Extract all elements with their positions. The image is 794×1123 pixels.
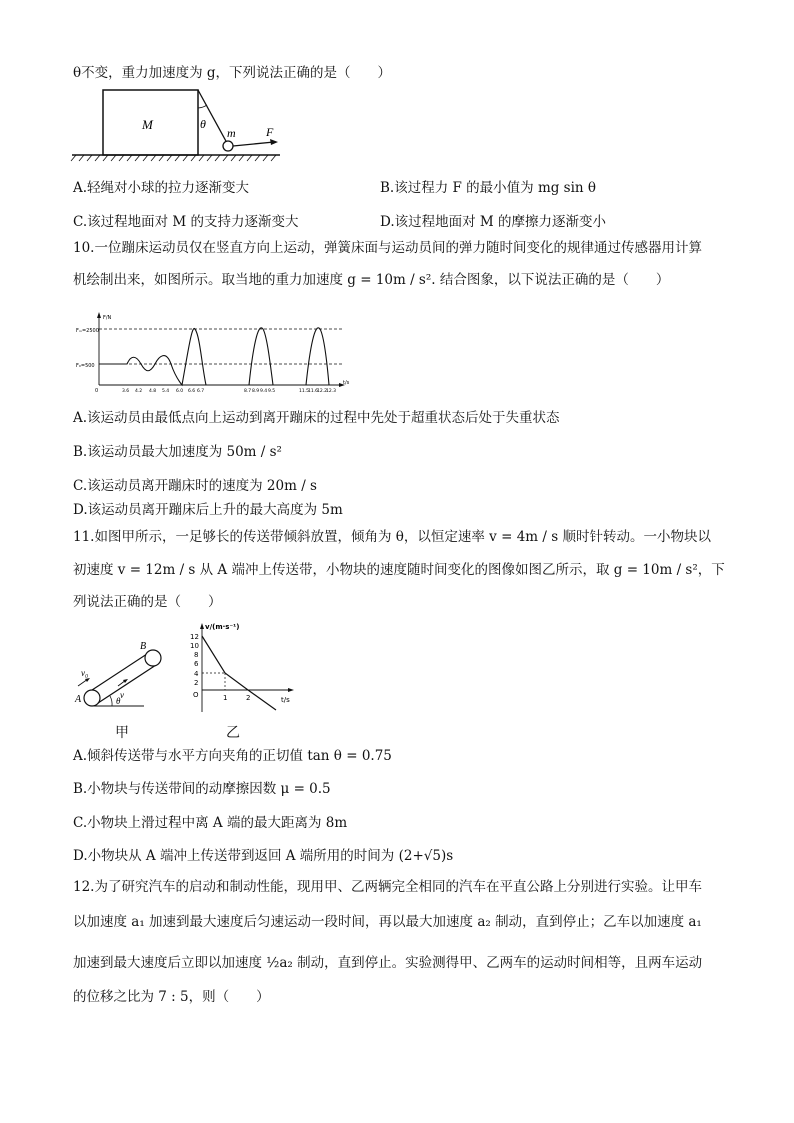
q10-xtick: 4.8: [149, 389, 157, 394]
q10-xtick: 11.6: [308, 389, 319, 394]
q10-xtick: 12.3: [326, 389, 337, 394]
yi-curve: [202, 636, 276, 710]
yi-y-label: v/(m·s⁻¹): [205, 623, 240, 631]
q9-figure: [70, 88, 300, 163]
q10-x-label: t/s: [343, 380, 350, 386]
q10-xtick: 9.4: [260, 389, 268, 394]
jia-v0: v₀: [81, 668, 89, 678]
q10-xtick: 6.7: [197, 389, 205, 394]
jia-A: A: [75, 694, 82, 705]
q9-option-d: D.该过程地面对 M 的摩擦力逐渐变小: [380, 214, 607, 230]
yi-xtick: 1: [223, 694, 228, 702]
q10-ytick-fm: Fₘ=2500: [76, 328, 99, 334]
yi-x-label: t/s: [281, 696, 290, 704]
q9-option-b: B.该过程力 F 的最小值为 mg sin θ: [380, 180, 597, 196]
label-F: F: [266, 125, 274, 139]
q12-line1: 12.为了研究汽车的启动和制动性能，现用甲、乙两辆完全相同的汽车在平直公路上分别进行实验。让甲车: [73, 879, 702, 895]
q10-line2: 机绘制出来，如图所示。取当地的重力加速度 g = 10m / s². 结合图象，以下说法正确的是（ ）: [73, 272, 670, 288]
q10-xtick: 8.9: [252, 389, 260, 394]
q12-line3: 加速到最大速度后立即以加速度 ½a₂ 制动，直到停止。实验测得甲、乙两车的运动时间相等，且两车运动: [73, 955, 703, 971]
q10-y-label: F/N: [103, 315, 112, 321]
yi-ytick: 2: [194, 679, 199, 687]
label-M: M: [142, 117, 153, 132]
yi-ytick: 12: [190, 633, 199, 641]
yi-ytick: 10: [190, 642, 199, 650]
q10-ytick-f0: F₀=500: [76, 363, 95, 369]
q11-line2: 初速度 v = 12m / s 从 A 端冲上传送带，小物块的速度随时间变化的图像如图乙所示，取 g = 10m / s²，下: [73, 562, 725, 578]
yi-origin: O: [193, 691, 199, 699]
q11-option-a: A.倾斜传送带与水平方向夹角的正切值 tan θ = 0.75: [73, 748, 392, 764]
yi-ytick: 8: [194, 651, 199, 659]
jia-v: v: [120, 690, 124, 700]
q10-force-time-graph: [74, 312, 364, 398]
q10-xtick: 6.6: [188, 389, 196, 394]
q12-line4: 的位移之比为 7 : 5，则（ ）: [73, 989, 270, 1005]
yi-caption: 乙: [226, 725, 240, 741]
q10-line1: 10.一位蹦床运动员仅在竖直方向上运动，弹簧床面与运动员间的弹力随时间变化的规律通过传感器用计算: [73, 240, 702, 256]
q10-xtick: 4.2: [135, 389, 143, 394]
q11-line3: 列说法正确的是（ ）: [73, 594, 222, 610]
yi-ytick: 6: [194, 660, 199, 668]
jia-caption: 甲: [115, 725, 129, 741]
q10-xtick: 8.7: [244, 389, 252, 394]
jia-theta: θ: [116, 696, 121, 706]
q10-xtick: 12.2: [317, 389, 328, 394]
q10-curve: [99, 328, 329, 385]
q10-option-c: C.该运动员离开蹦床时的速度为 20m / s: [73, 478, 317, 494]
q10-xtick: 11.5: [299, 389, 310, 394]
q11-option-d: D.小物块从 A 端冲上传送带到返回 A 端所用的时间为 (2+√5)s: [73, 848, 454, 864]
q10-option-d: D.该运动员离开蹦床后上升的最大高度为 5m: [73, 502, 343, 518]
q10-option-b: B.该运动员最大加速度为 50m / s²: [73, 444, 282, 460]
q10-option-a: A.该运动员由最低点向上运动到离开蹦床的过程中先处于超重状态后处于失重状态: [73, 410, 560, 426]
yi-ytick: 4: [194, 670, 199, 678]
q11-option-c: C.小物块上滑过程中离 A 端的最大距离为 8m: [73, 815, 348, 831]
label-theta: θ: [200, 117, 206, 131]
q11-option-b: B.小物块与传送带间的动摩擦因数 μ = 0.5: [73, 781, 331, 797]
q9-option-a: A.轻绳对小球的拉力逐渐变大: [73, 180, 250, 196]
q12-line2: 以加速度 a₁ 加速到最大速度后匀速运动一段时间，再以最大加速度 a₂ 制动，直到停止；乙车以加速度 a₁: [73, 914, 702, 930]
q10-xtick: 5.4: [162, 389, 170, 394]
yi-xtick: 2: [246, 694, 251, 702]
q10-xtick: 9.5: [268, 389, 276, 394]
q9-stem-tail: θ不变，重力加速度为 g，下列说法正确的是（ ）: [73, 65, 392, 81]
q9-option-c: C.该过程地面对 M 的支持力逐渐变大: [73, 214, 299, 230]
q10-xtick: 3.6: [122, 389, 130, 394]
ball-m: [223, 141, 233, 151]
label-m: m: [227, 126, 236, 140]
q11-velocity-time-graph: [180, 620, 310, 715]
q10-origin: 0: [95, 388, 99, 394]
q11-conveyor-figure: [74, 640, 184, 735]
q10-xtick: 6.0: [176, 389, 184, 394]
q11-line1: 11.如图甲所示，一足够长的传送带倾斜放置，倾角为 θ，以恒定速率 v = 4m / s 顺时针转动。一小物块以: [73, 529, 711, 545]
jia-B: B: [140, 641, 147, 652]
